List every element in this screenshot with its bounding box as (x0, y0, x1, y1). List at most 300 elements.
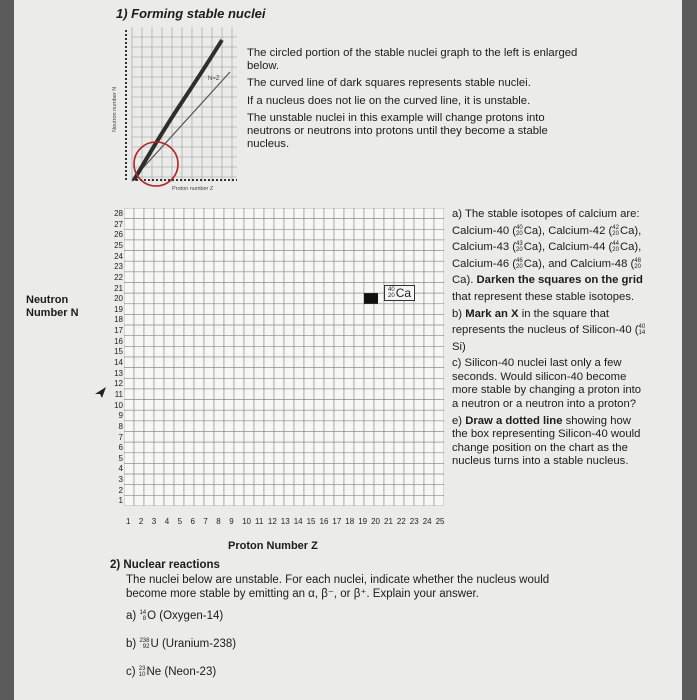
grid-cell[interactable] (324, 346, 334, 357)
grid-cell[interactable] (324, 304, 334, 315)
grid-cell[interactable] (234, 336, 244, 347)
grid-cell[interactable] (174, 314, 184, 325)
grid-cell[interactable] (164, 304, 174, 315)
grid-cell[interactable] (304, 432, 314, 443)
grid-cell[interactable] (314, 368, 324, 379)
grid-cell[interactable] (334, 453, 344, 464)
grid-cell[interactable] (424, 325, 434, 336)
grid-cell[interactable] (164, 453, 174, 464)
grid-cell[interactable] (374, 410, 384, 421)
grid-cell[interactable] (304, 495, 314, 506)
grid-cell[interactable] (174, 400, 184, 411)
grid-cell[interactable] (434, 400, 444, 411)
grid-cell[interactable] (414, 474, 424, 485)
grid-cell[interactable] (334, 421, 344, 432)
grid-cell[interactable] (294, 240, 304, 251)
grid-cell[interactable] (204, 283, 214, 294)
grid-cell[interactable] (124, 219, 134, 230)
grid-cell[interactable] (424, 272, 434, 283)
grid-cell[interactable] (244, 325, 254, 336)
grid-cell[interactable] (264, 400, 274, 411)
grid-cell[interactable] (434, 261, 444, 272)
grid-cell[interactable] (144, 389, 154, 400)
grid-cell[interactable] (174, 485, 184, 496)
grid-cell[interactable] (224, 251, 234, 262)
grid-cell[interactable] (274, 357, 284, 368)
grid-cell[interactable] (174, 229, 184, 240)
grid-cell[interactable] (274, 304, 284, 315)
grid-cell[interactable] (424, 304, 434, 315)
grid-cell[interactable] (204, 485, 214, 496)
grid-cell[interactable] (124, 346, 134, 357)
grid-cell[interactable] (144, 357, 154, 368)
grid-cell[interactable] (334, 261, 344, 272)
grid-cell[interactable] (154, 378, 164, 389)
grid-cell[interactable] (194, 325, 204, 336)
grid-cell[interactable] (394, 453, 404, 464)
grid-cell[interactable] (314, 208, 324, 219)
grid-cell[interactable] (424, 421, 434, 432)
grid-cell[interactable] (414, 240, 424, 251)
grid-cell[interactable] (424, 283, 434, 294)
grid-cell[interactable] (364, 495, 374, 506)
grid-cell[interactable] (224, 410, 234, 421)
grid-cell[interactable] (204, 378, 214, 389)
grid-cell[interactable] (284, 325, 294, 336)
grid-cell[interactable] (394, 219, 404, 230)
grid-cell[interactable] (274, 442, 284, 453)
grid-cell[interactable] (344, 453, 354, 464)
grid-cell[interactable] (364, 325, 374, 336)
grid-cell[interactable] (254, 240, 264, 251)
grid-cell[interactable] (264, 293, 274, 304)
grid-cell[interactable] (124, 474, 134, 485)
grid-cell[interactable] (414, 400, 424, 411)
grid-cell[interactable] (224, 219, 234, 230)
grid-cell[interactable] (414, 251, 424, 262)
grid-cell[interactable] (364, 229, 374, 240)
grid-cell[interactable] (294, 368, 304, 379)
grid-cell[interactable] (184, 229, 194, 240)
grid-cell[interactable] (234, 378, 244, 389)
grid-cell[interactable] (134, 442, 144, 453)
grid-cell[interactable] (254, 463, 264, 474)
grid-cell[interactable] (374, 485, 384, 496)
grid-cell[interactable] (274, 293, 284, 304)
grid-cell[interactable] (354, 357, 364, 368)
grid-cell[interactable] (154, 293, 164, 304)
grid-cell[interactable] (334, 442, 344, 453)
grid-cell[interactable] (424, 453, 434, 464)
grid-cell[interactable] (334, 293, 344, 304)
grid-cell[interactable] (164, 229, 174, 240)
grid-cell[interactable] (394, 229, 404, 240)
grid-cell[interactable] (224, 400, 234, 411)
grid-cell[interactable] (364, 314, 374, 325)
grid-cell[interactable] (124, 304, 134, 315)
grid-cell[interactable] (194, 421, 204, 432)
grid-cell[interactable] (184, 251, 194, 262)
grid-cell[interactable] (124, 453, 134, 464)
grid-cell[interactable] (344, 304, 354, 315)
grid-cell[interactable] (234, 304, 244, 315)
grid-cell[interactable] (404, 325, 414, 336)
grid-cell[interactable] (394, 442, 404, 453)
grid-cell[interactable] (344, 229, 354, 240)
grid-cell[interactable] (294, 410, 304, 421)
grid-cell[interactable] (184, 325, 194, 336)
grid-cell[interactable] (164, 261, 174, 272)
grid-cell[interactable] (324, 325, 334, 336)
grid-cell[interactable] (194, 293, 204, 304)
grid-cell[interactable] (194, 453, 204, 464)
grid-cell[interactable] (404, 410, 414, 421)
grid-cell[interactable] (154, 442, 164, 453)
grid-cell[interactable] (354, 272, 364, 283)
grid-cell[interactable] (334, 485, 344, 496)
grid-cell[interactable] (234, 219, 244, 230)
grid-cell[interactable] (254, 293, 264, 304)
grid-cell[interactable] (434, 421, 444, 432)
grid-cell[interactable] (324, 283, 334, 294)
grid-cell[interactable] (124, 378, 134, 389)
grid-cell[interactable] (254, 485, 264, 496)
grid-cell[interactable] (154, 453, 164, 464)
grid-cell[interactable] (174, 368, 184, 379)
grid-cell[interactable] (434, 432, 444, 443)
grid-cell[interactable] (224, 485, 234, 496)
grid-cell[interactable] (424, 463, 434, 474)
grid-cell[interactable] (274, 219, 284, 230)
grid-cell[interactable] (354, 208, 364, 219)
grid-cell[interactable] (404, 304, 414, 315)
grid-cell[interactable] (274, 229, 284, 240)
grid-cell[interactable] (184, 378, 194, 389)
grid-cell[interactable] (404, 229, 414, 240)
grid-cell[interactable] (334, 410, 344, 421)
grid-cell[interactable] (424, 368, 434, 379)
grid-cell[interactable] (334, 219, 344, 230)
grid-cell[interactable] (374, 325, 384, 336)
grid-cell[interactable] (284, 219, 294, 230)
grid-cell[interactable] (164, 432, 174, 443)
grid-cell[interactable] (154, 421, 164, 432)
grid-cell[interactable] (414, 283, 424, 294)
grid-cell[interactable] (204, 272, 214, 283)
grid-cell[interactable] (174, 251, 184, 262)
grid-cell[interactable] (384, 495, 394, 506)
grid-cell[interactable] (214, 368, 224, 379)
grid-cell[interactable] (274, 208, 284, 219)
grid-cell[interactable] (324, 261, 334, 272)
grid-cell[interactable] (234, 283, 244, 294)
grid-cell[interactable] (404, 251, 414, 262)
grid-cell[interactable] (324, 400, 334, 411)
grid-cell[interactable] (234, 346, 244, 357)
grid-cell[interactable] (324, 410, 334, 421)
grid-cell[interactable] (314, 283, 324, 294)
grid-cell[interactable] (294, 283, 304, 294)
grid-cell[interactable] (404, 240, 414, 251)
grid-cell[interactable] (294, 442, 304, 453)
grid-cell[interactable] (244, 229, 254, 240)
grid-cell[interactable] (344, 314, 354, 325)
grid-cell[interactable] (274, 410, 284, 421)
grid-cell[interactable] (324, 421, 334, 432)
grid-cell[interactable] (404, 463, 414, 474)
grid-cell[interactable] (324, 240, 334, 251)
grid-cell[interactable] (294, 453, 304, 464)
grid-cell[interactable] (174, 378, 184, 389)
grid-cell[interactable] (384, 346, 394, 357)
grid-cell[interactable] (204, 474, 214, 485)
grid-cell[interactable] (224, 432, 234, 443)
grid-cell[interactable] (184, 357, 194, 368)
grid-cell[interactable] (124, 495, 134, 506)
grid-cell[interactable] (254, 261, 264, 272)
grid-cell[interactable] (134, 251, 144, 262)
grid-cell[interactable] (284, 432, 294, 443)
grid-cell[interactable] (184, 283, 194, 294)
grid-cell[interactable] (184, 495, 194, 506)
grid-cell[interactable] (264, 357, 274, 368)
grid-cell[interactable] (354, 410, 364, 421)
grid-cell[interactable] (124, 240, 134, 251)
grid-cell[interactable] (404, 389, 414, 400)
grid-cell[interactable] (334, 208, 344, 219)
grid-cell[interactable] (204, 293, 214, 304)
grid-cell[interactable] (214, 314, 224, 325)
grid-cell[interactable] (264, 346, 274, 357)
grid-cell[interactable] (384, 261, 394, 272)
grid-cell[interactable] (174, 389, 184, 400)
grid-cell[interactable] (194, 463, 204, 474)
grid-cell[interactable] (294, 357, 304, 368)
grid-cell[interactable] (144, 229, 154, 240)
grid-cell[interactable] (284, 400, 294, 411)
grid-cell[interactable] (404, 495, 414, 506)
grid-cell[interactable] (314, 251, 324, 262)
grid-cell[interactable] (274, 272, 284, 283)
grid-cell[interactable] (134, 389, 144, 400)
grid-cell[interactable] (354, 421, 364, 432)
grid-cell[interactable] (374, 229, 384, 240)
grid-cell[interactable] (364, 219, 374, 230)
grid-cell[interactable] (254, 229, 264, 240)
grid-cell[interactable] (254, 357, 264, 368)
grid-cell[interactable] (284, 229, 294, 240)
grid-cell[interactable] (284, 485, 294, 496)
grid-cell[interactable] (154, 368, 164, 379)
grid-cell[interactable] (364, 304, 374, 315)
grid-cell[interactable] (394, 485, 404, 496)
grid-cell[interactable] (434, 336, 444, 347)
grid-cell[interactable] (264, 421, 274, 432)
grid-cell[interactable] (214, 389, 224, 400)
grid-cell[interactable] (184, 314, 194, 325)
grid-cell[interactable] (404, 272, 414, 283)
grid-cell[interactable] (374, 283, 384, 294)
grid-cell[interactable] (184, 219, 194, 230)
grid-cell[interactable] (234, 410, 244, 421)
grid-cell[interactable] (144, 272, 154, 283)
grid-cell[interactable] (264, 283, 274, 294)
grid-cell[interactable] (354, 346, 364, 357)
grid-cell[interactable] (354, 485, 364, 496)
grid-cell[interactable] (164, 283, 174, 294)
grid-cell[interactable] (134, 495, 144, 506)
grid-cell[interactable] (184, 400, 194, 411)
grid-cell[interactable] (334, 251, 344, 262)
grid-cell[interactable] (274, 421, 284, 432)
grid-cell[interactable] (124, 421, 134, 432)
grid-cell[interactable] (254, 283, 264, 294)
grid-cell[interactable] (414, 421, 424, 432)
grid-cell[interactable] (334, 272, 344, 283)
grid-cell[interactable] (384, 251, 394, 262)
grid-cell[interactable] (284, 293, 294, 304)
grid-cell[interactable] (414, 219, 424, 230)
grid-cell[interactable] (404, 453, 414, 464)
grid-cell[interactable] (374, 346, 384, 357)
grid-cell[interactable] (154, 240, 164, 251)
grid-cell[interactable] (274, 474, 284, 485)
grid-cell[interactable] (124, 442, 134, 453)
grid-cell[interactable] (204, 304, 214, 315)
grid-cell[interactable] (224, 368, 234, 379)
grid-cell[interactable] (354, 400, 364, 411)
grid-cell[interactable] (224, 240, 234, 251)
grid-cell[interactable] (434, 219, 444, 230)
grid-cell[interactable] (334, 314, 344, 325)
grid-cell[interactable] (134, 229, 144, 240)
grid-cell[interactable] (284, 421, 294, 432)
grid-cell[interactable] (164, 378, 174, 389)
grid-cell[interactable] (424, 400, 434, 411)
grid-cell[interactable] (364, 283, 374, 294)
grid-cell[interactable] (194, 346, 204, 357)
grid-cell[interactable] (394, 272, 404, 283)
grid-cell[interactable] (264, 485, 274, 496)
grid-cell[interactable] (394, 368, 404, 379)
grid-cell[interactable] (224, 272, 234, 283)
grid-cell[interactable] (124, 432, 134, 443)
grid-cell[interactable] (234, 400, 244, 411)
grid-cell[interactable] (184, 304, 194, 315)
grid-cell[interactable] (264, 336, 274, 347)
grid-cell[interactable] (144, 463, 154, 474)
grid-cell[interactable] (224, 357, 234, 368)
grid-cell[interactable] (354, 325, 364, 336)
grid-cell[interactable] (154, 410, 164, 421)
grid-cell[interactable] (154, 208, 164, 219)
grid-cell[interactable] (414, 304, 424, 315)
grid-cell[interactable] (384, 240, 394, 251)
grid-cell[interactable] (174, 357, 184, 368)
grid-cell[interactable] (264, 229, 274, 240)
grid-cell[interactable] (214, 251, 224, 262)
grid-cell[interactable] (404, 474, 414, 485)
grid-cell[interactable] (334, 283, 344, 294)
grid-cell[interactable] (274, 400, 284, 411)
grid-cell[interactable] (304, 485, 314, 496)
grid-cell[interactable] (314, 421, 324, 432)
grid-cell[interactable] (184, 442, 194, 453)
grid-cell[interactable] (384, 219, 394, 230)
grid-cell[interactable] (424, 410, 434, 421)
grid-cell[interactable] (224, 283, 234, 294)
grid-cell[interactable] (244, 453, 254, 464)
grid-cell[interactable] (334, 336, 344, 347)
grid-cell[interactable] (214, 346, 224, 357)
grid-cell[interactable] (264, 261, 274, 272)
grid-cell[interactable] (154, 229, 164, 240)
grid-cell[interactable] (254, 336, 264, 347)
grid-cell[interactable] (304, 219, 314, 230)
grid-cell[interactable] (284, 453, 294, 464)
grid-cell[interactable] (434, 325, 444, 336)
grid-cell[interactable] (164, 219, 174, 230)
grid-cell[interactable] (414, 432, 424, 443)
grid-cell[interactable] (344, 208, 354, 219)
grid-cell[interactable] (324, 208, 334, 219)
grid-cell[interactable] (274, 314, 284, 325)
grid-cell[interactable] (204, 453, 214, 464)
grid-cell[interactable] (384, 432, 394, 443)
grid-cell[interactable] (374, 432, 384, 443)
grid-cell[interactable] (314, 346, 324, 357)
grid-cell[interactable] (364, 378, 374, 389)
grid-cell[interactable] (144, 410, 154, 421)
grid-cell[interactable] (154, 314, 164, 325)
grid-cell[interactable] (424, 474, 434, 485)
grid-cell[interactable] (194, 389, 204, 400)
grid-cell[interactable] (194, 368, 204, 379)
grid-cell[interactable] (344, 410, 354, 421)
grid-cell[interactable] (204, 336, 214, 347)
grid-cell[interactable] (414, 346, 424, 357)
grid-cell[interactable] (264, 314, 274, 325)
grid-cell[interactable] (284, 261, 294, 272)
grid-cell[interactable] (314, 272, 324, 283)
grid-cell[interactable] (384, 485, 394, 496)
grid-cell[interactable] (354, 389, 364, 400)
grid-cell[interactable] (334, 368, 344, 379)
grid-cell[interactable] (134, 240, 144, 251)
grid-cell[interactable] (204, 400, 214, 411)
grid-cell[interactable] (154, 400, 164, 411)
grid-cell[interactable] (214, 400, 224, 411)
grid-cell[interactable] (254, 346, 264, 357)
grid-cell[interactable] (414, 272, 424, 283)
grid-cell[interactable] (394, 208, 404, 219)
grid-cell[interactable] (324, 378, 334, 389)
grid-cell[interactable] (374, 261, 384, 272)
grid-cell[interactable] (124, 208, 134, 219)
grid-cell[interactable] (354, 229, 364, 240)
grid-cell[interactable] (424, 229, 434, 240)
grid-cell[interactable] (174, 272, 184, 283)
grid-cell[interactable] (154, 432, 164, 443)
grid-cell[interactable] (434, 304, 444, 315)
grid-cell[interactable] (154, 485, 164, 496)
grid-cell[interactable] (274, 325, 284, 336)
grid-cell[interactable] (204, 219, 214, 230)
grid-cell[interactable] (404, 400, 414, 411)
grid-cell[interactable] (374, 368, 384, 379)
grid-cell[interactable] (214, 357, 224, 368)
grid-cell[interactable] (324, 357, 334, 368)
